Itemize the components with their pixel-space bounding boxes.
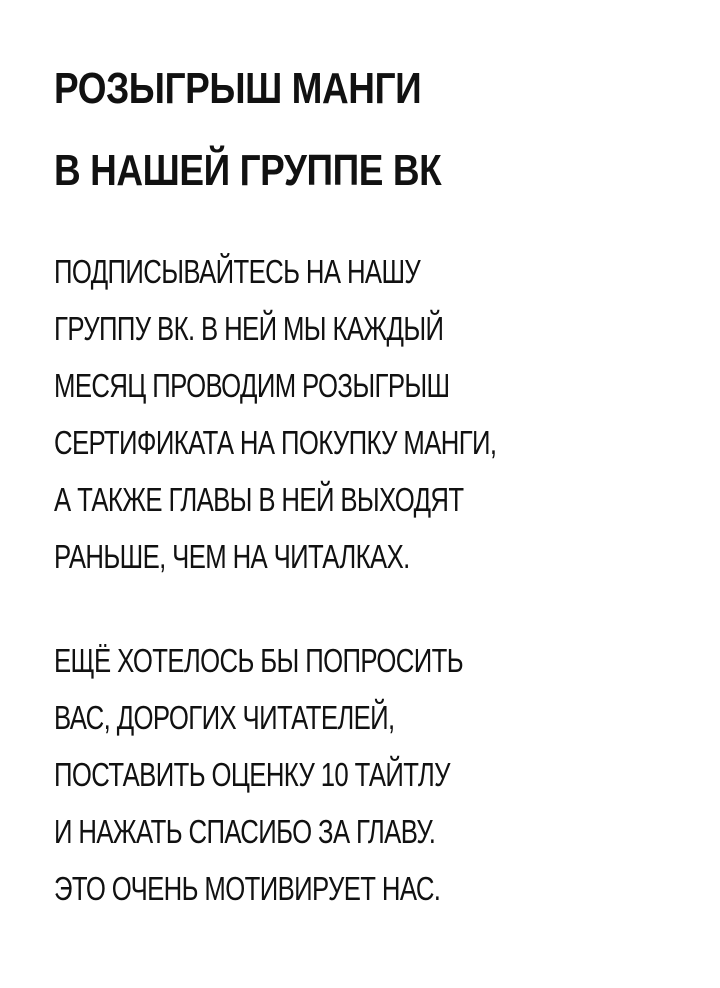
paragraph-line: РАНЬШЕ, ЧЕМ НА ЧИТАЛКАХ.	[54, 538, 410, 575]
paragraph-line: МЕСЯЦ ПРОВОДИМ РОЗЫГРЫШ	[54, 367, 450, 404]
paragraph-line: ПОСТАВИТЬ ОЦЕНКУ 10 ТАЙТЛУ	[54, 756, 450, 793]
title-line: В НАШЕЙ ГРУППЕ ВК	[54, 146, 442, 195]
page-title	[54, 48, 441, 212]
paragraph-line: ВАС, ДОРОГИХ ЧИТАТЕЛЕЙ,	[54, 699, 395, 736]
paragraph-line: ЕЩЁ ХОТЕЛОСЬ БЫ ПОПРОСИТЬ	[54, 642, 463, 679]
paragraph-line: И НАЖАТЬ СПАСИБО ЗА ГЛАВУ.	[54, 813, 436, 850]
paragraph-line: ЭТО ОЧЕНЬ МОТИВИРУЕТ НАС.	[54, 870, 441, 907]
paragraph-line: СЕРТИФИКАТА НА ПОКУПКУ МАНГИ,	[54, 424, 497, 461]
paragraph-line: А ТАКЖЕ ГЛАВЫ В НЕЙ ВЫХОДЯТ	[54, 481, 464, 518]
request-paragraph	[54, 632, 463, 917]
title-line: РОЗЫГРЫШ МАНГИ	[54, 64, 422, 113]
paragraph-line: ГРУППУ ВК. В НЕЙ МЫ КАЖДЫЙ	[54, 310, 444, 347]
subscribe-paragraph	[54, 243, 496, 585]
paragraph-line: ПОДПИСЫВАЙТЕСЬ НА НАШУ	[54, 253, 421, 290]
